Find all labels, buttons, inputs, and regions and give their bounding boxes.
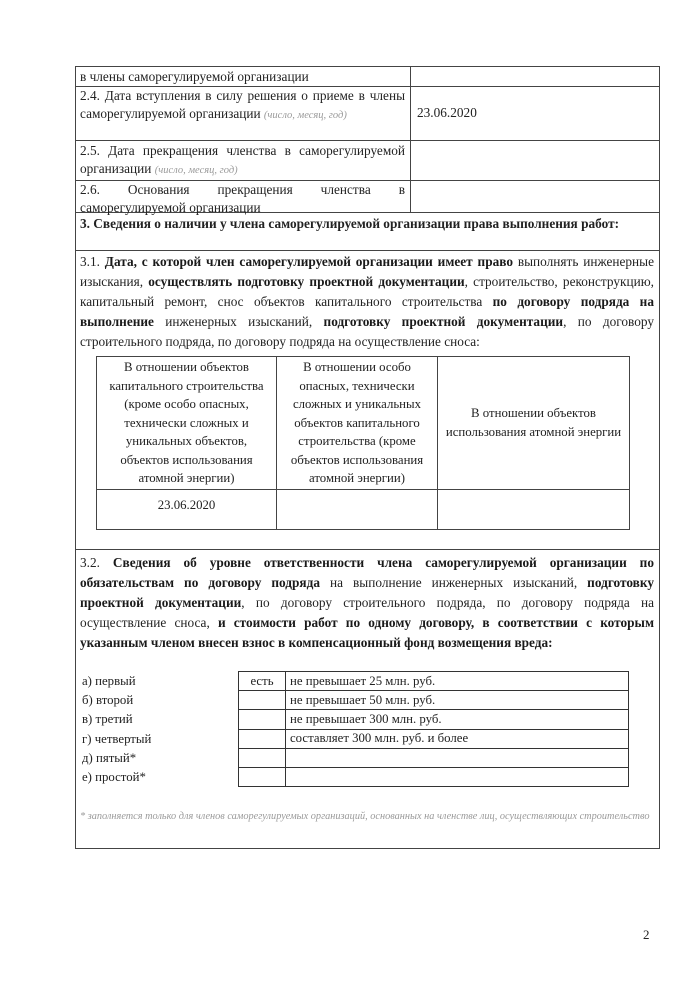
level-desc: не превышает 50 млн. руб. — [286, 691, 629, 710]
row-label: в члены саморегулируемой организации — [76, 67, 411, 86]
text: , строительство, реконструкцию, капитальный ремонт, снос объектов капитального строительства — [80, 274, 654, 309]
section-3-1 — [76, 251, 659, 550]
level-mark — [239, 729, 286, 748]
level-label: д) пятый* — [82, 750, 137, 765]
extract-table — [75, 66, 660, 849]
level-mark — [239, 748, 286, 767]
section-3-2 — [76, 550, 659, 849]
level-label: в) третий — [82, 712, 133, 727]
row-value — [411, 67, 659, 86]
level-label: е) простой* — [82, 770, 146, 785]
text: на выполнение инженерных изысканий, — [320, 575, 588, 590]
text: , по договору строительного подряда, по договору подряда на осуществление сноса: — [80, 314, 654, 349]
text-bold: подготовку проектной документации — [80, 575, 654, 610]
level-desc — [286, 768, 629, 787]
text-bold: Дата, с которой член саморегулируемой организации имеет право — [104, 254, 513, 269]
label-hint: (число, месяц, год) — [263, 110, 347, 121]
table-row — [97, 489, 630, 529]
row-label — [76, 181, 411, 215]
label-text: 2.5. Дата прекращения членства в саморегулируемой организации — [80, 143, 405, 176]
text-bold: и стоимости работ по одному договору, в соответствии с которым указанным членом внесен взнос в компенсационный фонд возмещения вреда: — [80, 615, 654, 650]
text: , по договору строительного подряда, по договору подряда на осуществление сноса, — [80, 595, 654, 630]
level-label: б) второй — [82, 693, 134, 708]
label-text: 2.4. Дата вступления в силу решения о приеме в члены саморегулируемой организации — [80, 88, 405, 121]
table-row — [239, 748, 629, 767]
item-number: 3.1. — [80, 254, 100, 269]
item-number: 3.2. — [80, 555, 100, 570]
termination-date-value — [411, 141, 659, 180]
row-membership-continued — [76, 67, 659, 87]
table-row — [239, 710, 629, 729]
level-mark: есть — [239, 672, 286, 691]
label-hint: (число, месяц, год) — [154, 165, 238, 176]
level-label: а) первый — [82, 674, 136, 688]
level-desc — [286, 748, 629, 767]
admission-date-value: 23.06.2020 — [417, 105, 477, 120]
value-cell — [438, 489, 630, 529]
level-desc: не превышает 25 млн. руб. — [286, 672, 629, 691]
level-label: г) четвертый — [82, 731, 152, 746]
label-line-2: саморегулируемой организации — [80, 200, 261, 215]
level-mark — [239, 710, 286, 729]
termination-grounds-value — [411, 181, 659, 212]
section-3-header — [76, 213, 659, 251]
table-row — [239, 768, 629, 787]
row-label — [76, 141, 411, 180]
row-2-5-termination-date — [76, 141, 659, 181]
levels-table — [238, 671, 629, 787]
text-bold: осуществлять подготовку проектной документации — [148, 274, 465, 289]
value-cell: 23.06.2020 — [97, 489, 277, 529]
text-bold: подготовку проектной документации — [323, 314, 564, 329]
section-3-title: 3. Сведения о наличии у члена саморегулируемой организации права выполнения работ: — [80, 216, 620, 231]
level-mark — [239, 768, 286, 787]
text-bold: по договору подряда на выполнение — [80, 294, 654, 329]
section-3-1-text — [76, 251, 659, 352]
table-header-row — [97, 357, 630, 490]
label-line-1: 2.6. Основания прекращения членства в — [80, 182, 405, 197]
header-cell: В отношении объектов капитального строительства (кроме особо опасных, технически сложных и уникальных объектов, объектов использования атомной энергии) — [97, 357, 277, 490]
level-desc: не превышает 300 млн. руб. — [286, 710, 629, 729]
footnote: * заполняется только для членов саморегулируемых организаций, основанных на членстве лиц, осуществляющих строительство — [80, 811, 650, 823]
text: инженерных изысканий, — [153, 314, 324, 329]
row-2-6-termination-grounds — [76, 181, 659, 213]
table-row — [239, 691, 629, 710]
value-cell — [277, 489, 438, 529]
row-label — [76, 87, 411, 140]
level-desc: составляет 300 млн. руб. и более — [286, 729, 629, 748]
text: выполнять инженерные изыскания, — [80, 254, 654, 289]
table-row — [239, 672, 629, 691]
table-row — [239, 729, 629, 748]
page-number: 2 — [643, 927, 650, 942]
text-bold: Сведения об уровне ответственности члена саморегулируемой организации по обязательствам по договору подряда — [80, 555, 654, 590]
header-cell: В отношении особо опасных, технически сложных и уникальных объектов капитального строительства (кроме объектов использования атомной энергии) — [277, 357, 438, 490]
header-cell: В отношении объектов использования атомной энергии — [438, 357, 630, 490]
level-mark — [239, 691, 286, 710]
level-labels — [82, 671, 238, 787]
section-3-2-text — [76, 550, 659, 653]
responsibility-levels — [82, 671, 659, 787]
row-2-4-admission-date — [76, 87, 659, 141]
rights-dates-table — [96, 356, 630, 530]
